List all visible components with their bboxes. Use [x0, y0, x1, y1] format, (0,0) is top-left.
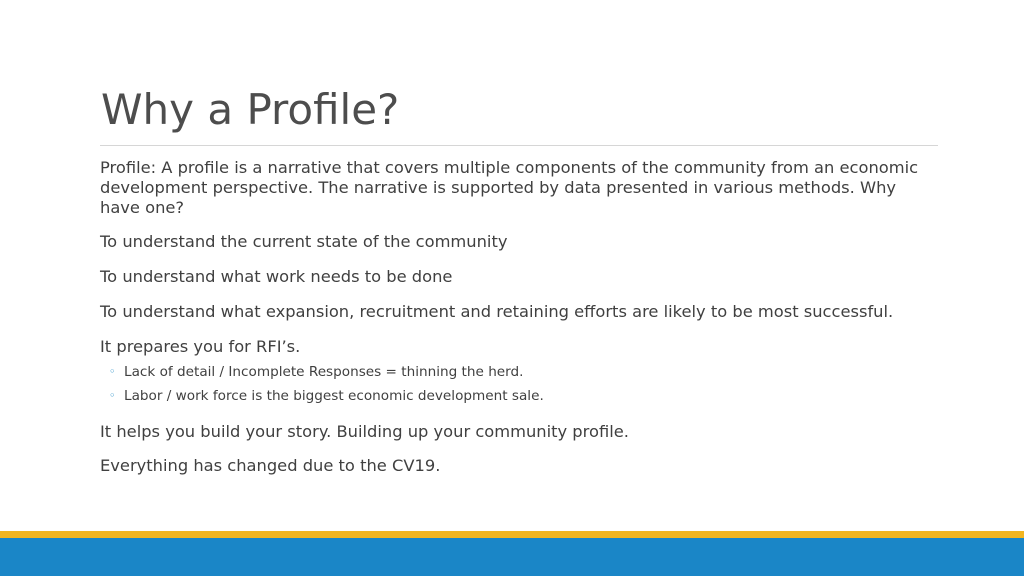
footer-blue-band	[0, 538, 1024, 576]
sub-bullet-text: Lack of detail / Incomplete Responses = thinning the herd.	[124, 363, 524, 380]
body-paragraph: Profile: A profile is a narrative that covers multiple components of the community from an economic development perspective. The narrative is supported by data presented in various methods. Why have one?	[100, 158, 919, 217]
sub-bullet-item	[100, 360, 930, 384]
footer-gold-stripe	[0, 531, 1024, 538]
body-paragraph: It prepares you for RFI’s.	[100, 336, 301, 356]
sub-bullet-item	[100, 384, 930, 408]
hollow-circle-bullet-icon: ◦	[109, 388, 116, 402]
body-paragraph: To understand the current state of the community	[100, 232, 508, 252]
sub-bullet-text: Labor / work force is the biggest economic development sale.	[124, 387, 544, 404]
slide-body	[100, 158, 930, 491]
title-divider	[100, 145, 938, 146]
hollow-circle-bullet-icon: ◦	[109, 364, 116, 378]
body-paragraph: To understand what expansion, recruitment and retaining efforts are likely to be most successful.	[100, 301, 894, 321]
sub-bullet-list	[100, 360, 930, 408]
body-paragraph: Everything has changed due to the CV19.	[100, 456, 441, 476]
body-paragraph: To understand what work needs to be done	[100, 267, 453, 287]
body-paragraph: It helps you build your story. Building up your community profile.	[100, 421, 629, 441]
slide-title: Why a Profile?	[101, 85, 400, 134]
